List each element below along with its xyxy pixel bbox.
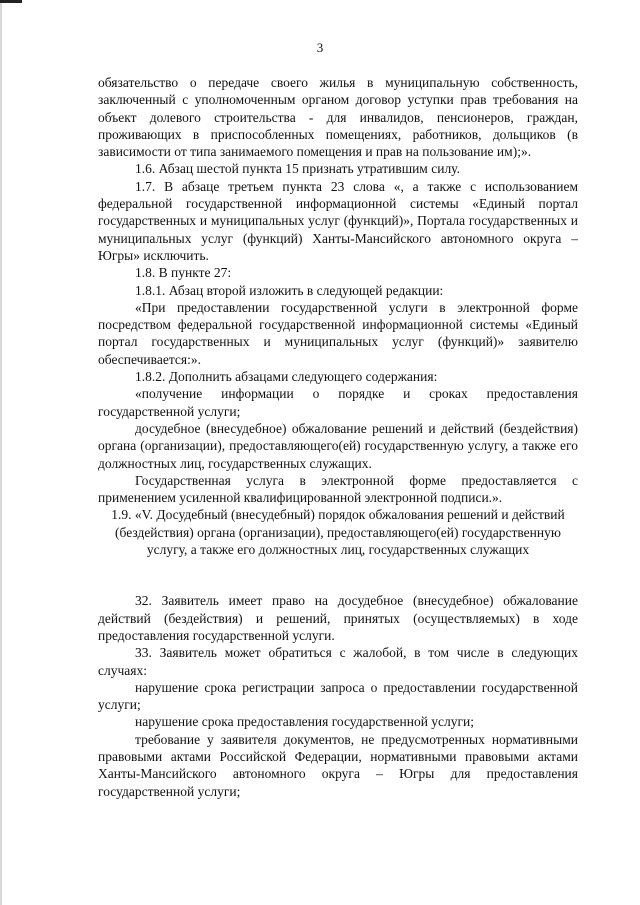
document-body — [98, 74, 578, 800]
page-number: 3 — [316, 40, 324, 55]
paragraph: 1.6. Абзац шестой пункта 15 признать утратившим силу. — [135, 161, 460, 177]
paragraph: обязательство о передаче своего жилья в муниципальную собственность, заключенный с уполномоченным органом договор уступки прав требования на объект долевого строительства - для инвалидов, пенсионеров, граждан, проживающих в приспособленных помещениях, работников, дольщиков (в зависимости от типа занимаемого помещения и прав на пользование им);». — [98, 75, 578, 160]
paragraph: 1.8.2. Дополнить абзацами следующего содержания: — [135, 369, 438, 385]
paragraph: «получение информации о порядке и сроках предоставления государственной услуги; — [98, 386, 578, 419]
paragraph: нарушение срока предоставления государственной услуги; — [135, 714, 475, 730]
paragraph: досудебное (внесудебное) обжалование решений и действий (бездействия) органа (организации), предоставляющего(ей) государственную услугу, а также его должностных лиц, государственных служащих. — [98, 420, 578, 471]
section-heading: 1.9. «V. Досудебный (внесудебный) порядок обжалования решений и действий (бездействия) органа (организации), предоставляющего(ей) государственную услугу, а также его должностных лиц, государственных служащих — [111, 507, 565, 558]
scan-mark — [0, 0, 22, 3]
paragraph: 1.7. В абзаце третьем пункта 23 слова «, а также с использованием федеральной государственной информационной системы «Единый портал государственных и муниципальных услуг (функций)», Портала государственных и муниципальных услуг (функций) Ханты-Мансийского автономного округа – Югры» исключить. — [98, 178, 578, 263]
paragraph: 1.8.1. Абзац второй изложить в следующей редакции: — [135, 282, 444, 298]
spacer — [98, 558, 578, 592]
paragraph: 32. Заявитель имеет право на досудебное (внесудебное) обжалование действий (бездействия) и решений, принятых (осуществляемых) в ходе предоставления государственной услуги. — [98, 593, 578, 643]
paragraph: 33. Заявитель может обратиться с жалобой, в том числе в следующих случаях: — [98, 645, 578, 678]
paragraph: Государственная услуга в электронной форме предоставляется с применением усиленной квалифицированной электронной подписи.». — [98, 472, 578, 506]
paragraph: 1.8. В пункте 27: — [135, 265, 232, 281]
paragraph: «При предоставлении государственной услуги в электронной форме посредством федеральной государственной информационной системы «Единый портал государственных и муниципальных услуг (функций)» заявителю обеспечивается:». — [98, 299, 578, 367]
paragraph: нарушение срока регистрации запроса о предоставлении государственной услуги; — [98, 679, 578, 713]
scan-edge — [0, 0, 2, 905]
paragraph: требование у заявителя документов, не предусмотренных нормативными правовыми актами Российской Федерации, нормативными правовыми актами Ханты-Мансийского автономного округа – Югры для предоставления государственной услуги; — [98, 731, 578, 799]
